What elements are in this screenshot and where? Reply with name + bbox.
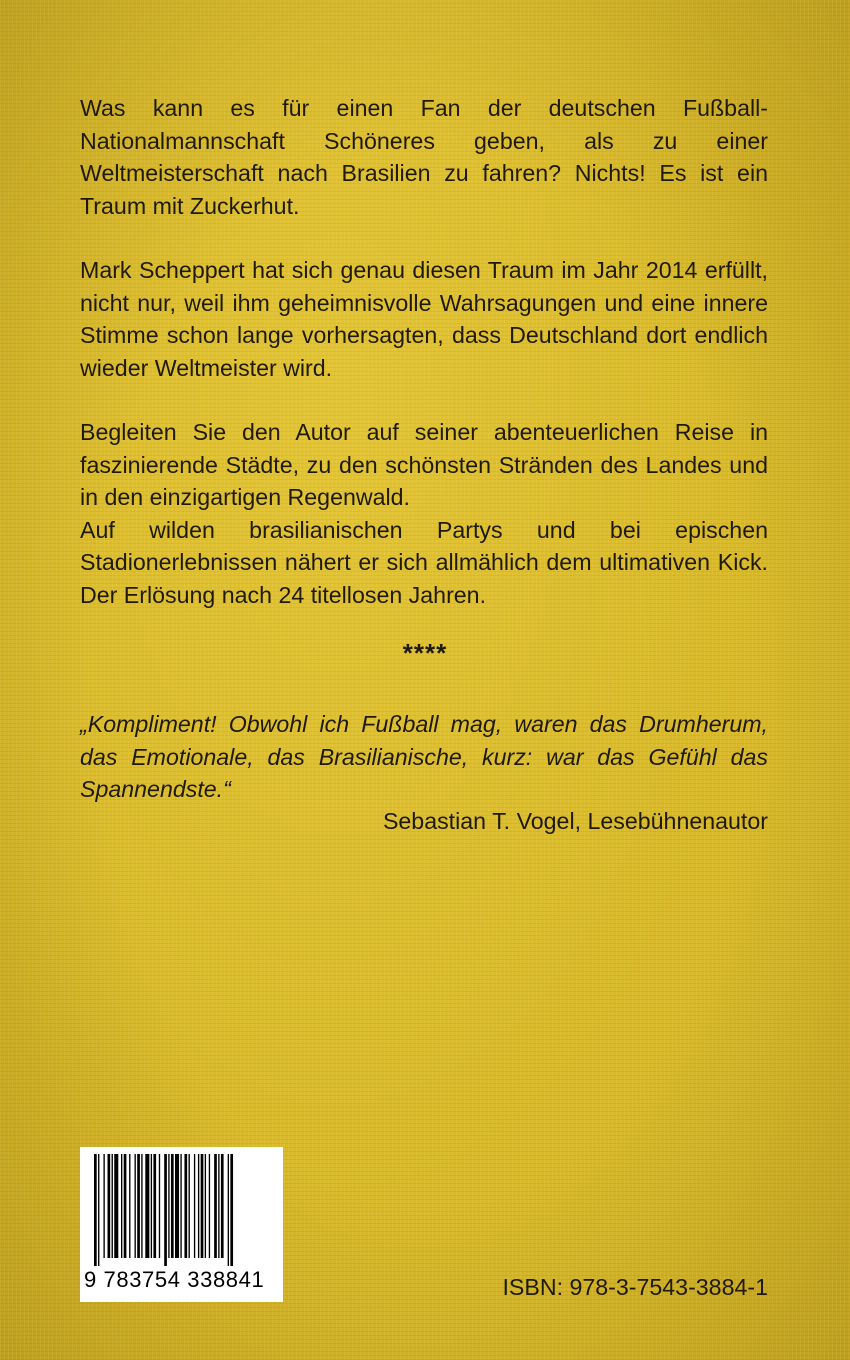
barcode-bar (175, 1154, 179, 1258)
blurb-paragraph-1: Was kann es für einen Fan der deutschen Fußball-Nationalmannschaft Schöneres geben, als zu einer Weltmeisterschaft nach Brasilien zu fahren? Nichts! Es ist ein Traum mit Zuckerhut. (80, 95, 768, 219)
blurb-paragraph-3a: Begleiten Sie den Autor auf seiner abenteuerlichen Reise in faszinierende Städte, zu den schönsten Stränden des Landes und in den einzigartigen Regenwald. (80, 419, 768, 510)
review-quote: „Kompliment! Obwohl ich Fußball mag, waren das Drumherum, das Emotionale, das Brasilianische, kurz: war das Gefühl das Spannendste.“ (80, 711, 768, 802)
barcode-bars (94, 1154, 272, 1266)
barcode-bar (164, 1154, 167, 1266)
separator-stars: **** (402, 638, 448, 668)
blurb-paragraph-2: Mark Scheppert hat sich genau diesen Traum im Jahr 2014 erfüllt, nicht nur, weil ihm geheimnisvolle Wahrsagungen und eine innere Stimme schon lange vorhersagten, dass Deutschland dort endlich wieder Weltmeister wird. (80, 257, 768, 381)
barcode-bar (221, 1154, 224, 1258)
barcode-digits: 9 783754 338841 (84, 1267, 280, 1293)
barcode-bar (194, 1154, 195, 1258)
barcode-bar (108, 1154, 111, 1258)
blurb (80, 92, 768, 611)
barcode-bar (180, 1154, 181, 1258)
barcode-bar (121, 1154, 122, 1258)
barcode-bar (159, 1154, 160, 1258)
barcode-bar (189, 1154, 190, 1258)
barcode-bar (198, 1154, 199, 1258)
barcode-bar (201, 1154, 204, 1258)
barcode-bar (124, 1154, 127, 1258)
barcode-bar (94, 1154, 97, 1266)
barcode-bar (112, 1154, 113, 1258)
barcode-bar (151, 1154, 152, 1258)
barcode-bar (114, 1154, 118, 1258)
barcode-bar (205, 1154, 206, 1258)
barcode-bar (153, 1154, 156, 1258)
barcode-bar (209, 1154, 210, 1258)
barcode-bar (171, 1154, 174, 1258)
barcode-bar (137, 1154, 140, 1258)
barcode-bar (184, 1154, 187, 1258)
barcode-bar (230, 1154, 233, 1266)
barcode-bar (98, 1154, 99, 1266)
barcode-bar (228, 1154, 229, 1266)
barcode-bar (141, 1154, 142, 1258)
barcode-bar (145, 1154, 149, 1258)
barcode-bar (135, 1154, 136, 1258)
barcode-bar (214, 1154, 217, 1258)
review-author: Sebastian T. Vogel, Lesebühnenautor (382, 808, 768, 834)
barcode-bar (103, 1154, 104, 1258)
barcode-bar (168, 1154, 169, 1258)
barcode (80, 1147, 283, 1302)
isbn-text: ISBN: 978-3-7543-3884-1 (502, 1274, 768, 1300)
barcode-bar (218, 1154, 219, 1258)
barcode-bar (129, 1154, 130, 1258)
blurb-paragraph-3b: Auf wilden brasilianischen Partys und bei epischen Stadionerlebnissen nähert er sich allmählich dem ultimativen Kick. Der Erlösung nach 24 titellosen Jahren. (80, 516, 768, 608)
